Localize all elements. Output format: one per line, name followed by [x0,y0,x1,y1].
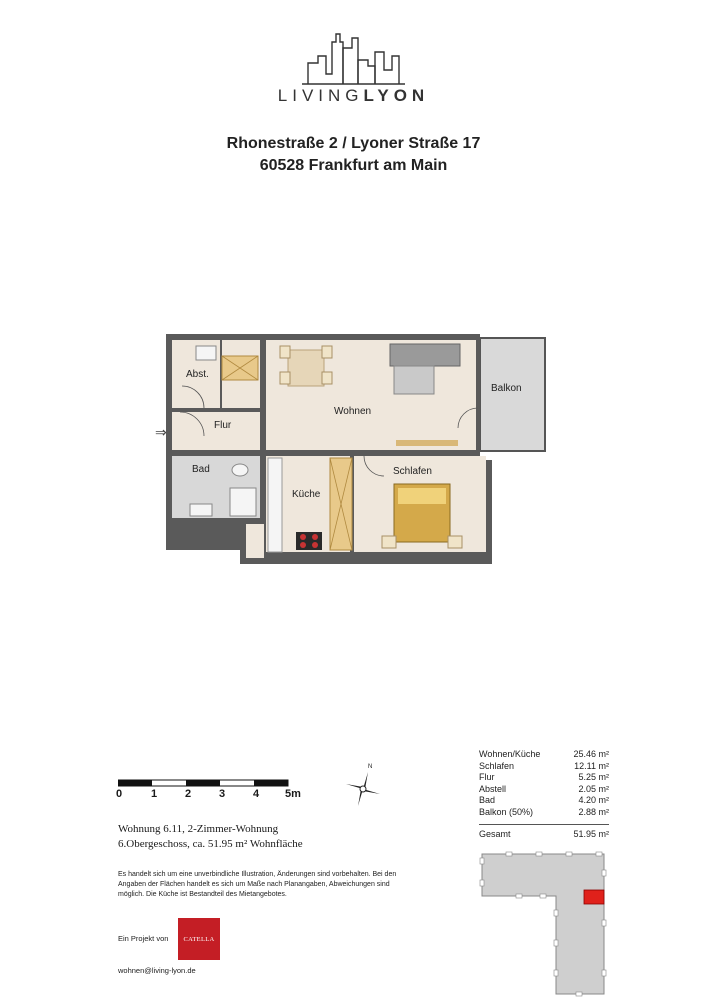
area-row: Balkon (50%) 2.88 m² [479,806,609,817]
area-row: Bad 4.20 m² [479,795,609,805]
room-label-wohnen: Wohnen [334,406,372,417]
room-label-flur: Flur [214,420,232,431]
scale-label-5m: 5m [285,788,301,800]
room-label-kueche: Küche [292,489,321,500]
scale-label-3: 3 [219,788,226,800]
email-link[interactable]: wohnen@living-lyon.de [118,966,196,975]
unit-subtitle: 6.Obergeschoss, ca. 51.95 m² Wohnfläche [118,838,303,850]
floor-flur [172,412,260,450]
unit-title: Wohnung 6.11, 2-Zimmer-Wohnung [118,823,279,835]
area-total-row: Gesamt 51.95 m² [479,829,609,839]
room-label-schlafen: Schlafen [393,466,432,477]
scale-label-4: 4 [253,788,260,800]
floor-plan [150,328,550,573]
address-line-1: Rhonestraße 2 / Lyoner Straße 17 [226,135,481,152]
area-row: Flur 5.25 m² [479,772,609,782]
room-label-balkon: Balkon [491,383,522,394]
skyline-logo-icon [300,30,407,85]
building-location-map [476,850,611,998]
balcony-area [480,338,545,451]
floor-window-nook [246,524,264,558]
area-row: Wohnen/Küche 25.46 m² [479,749,609,759]
compass-north-label: N [368,764,373,770]
logo-wordmark: LIVINGLYON [277,86,430,105]
catella-logo: CATELLA [178,918,220,960]
room-label-bad: Bad [192,464,210,475]
area-table [479,749,609,841]
scale-bar [118,779,308,789]
disclaimer-text: Es handelt sich um eine unverbindliche Illustration, Änderungen sind vorbehalten. Bei den Angaben der Flächen handelt es sich um Maße nach Planangaben, Abweichungen sind möglich. Die Küche ist Bestandteil des Mietangebotes. [118,871,397,898]
area-divider [479,824,609,825]
scale-label-1: 1 [151,788,158,800]
compass-icon [342,768,384,810]
area-row: Abstell 2.05 m² [479,783,609,794]
scale-label-0: 0 [116,788,123,800]
area-row: Schlafen 12.11 m² [479,760,609,771]
scale-label-2: 2 [185,788,192,800]
room-label-abstell: Abst. [186,369,209,380]
project-label: Ein Projekt von [118,934,169,943]
address-line-2: 60528 Frankfurt am Main [259,157,448,174]
apartment-highlight [584,890,604,904]
entrance-arrow-icon: ⇒ [155,424,167,440]
